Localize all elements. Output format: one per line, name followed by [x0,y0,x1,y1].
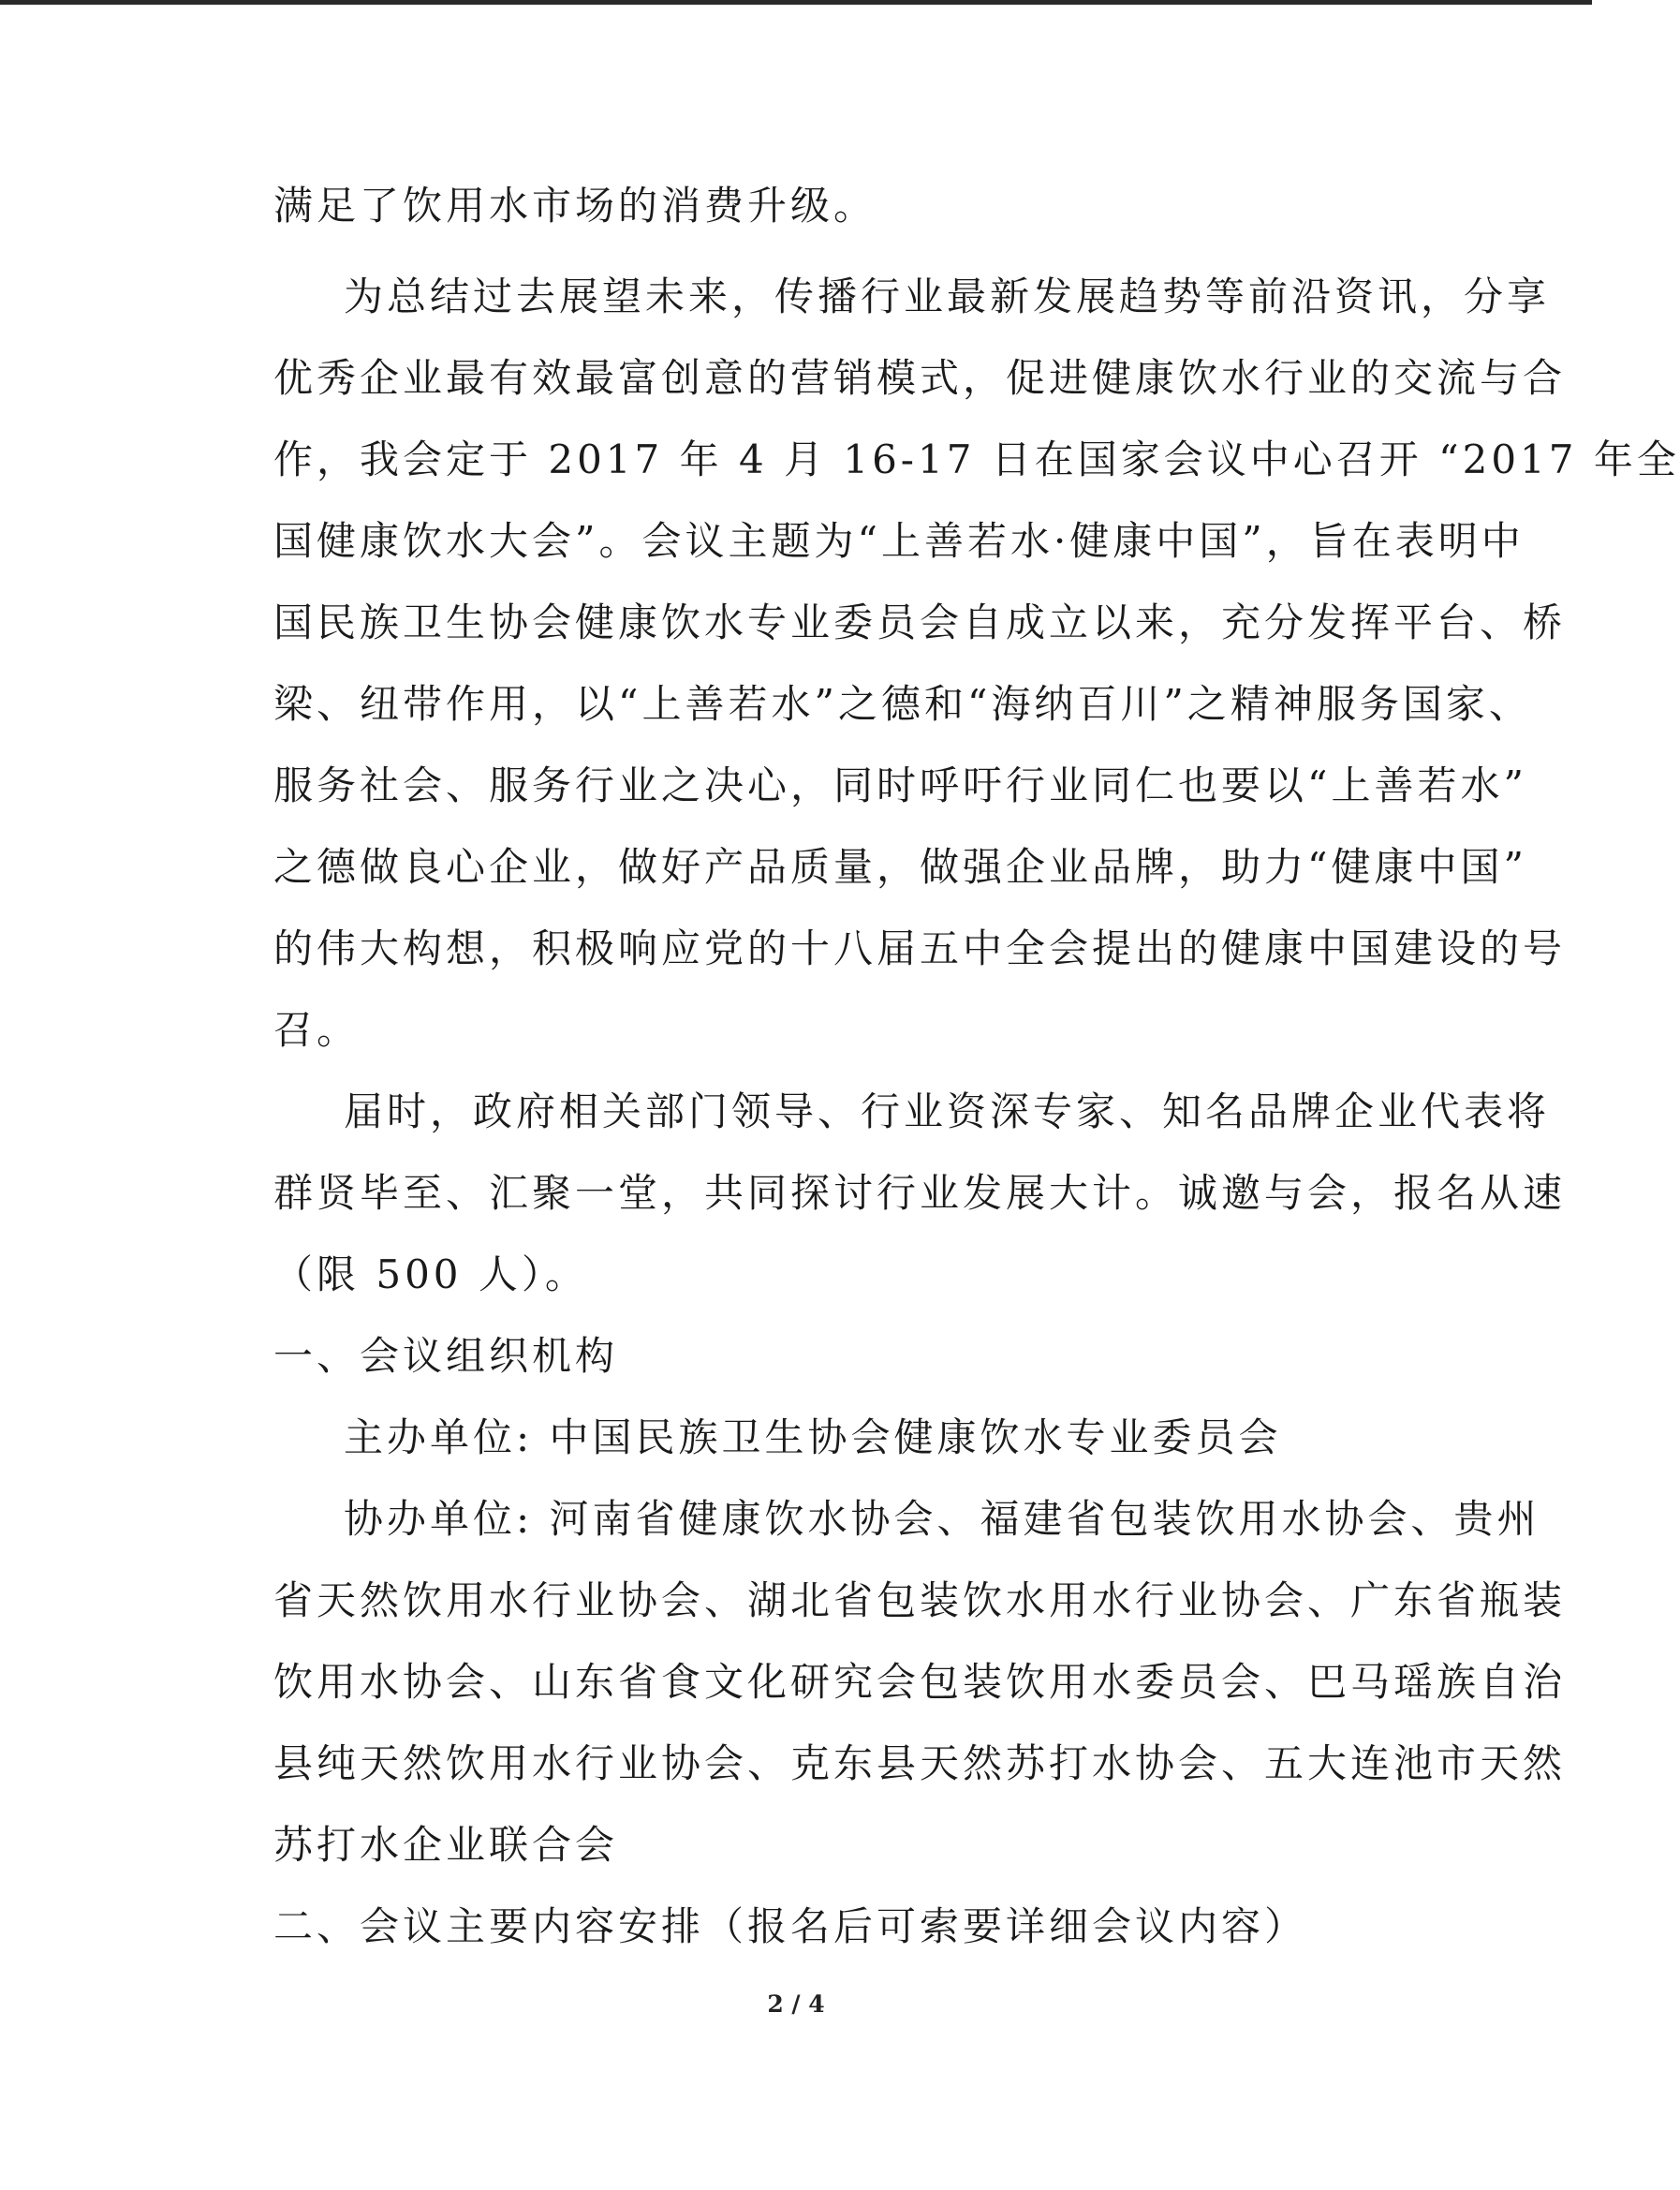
text-line: 群贤毕至、汇聚一堂，共同探讨行业发展大计。诚邀与会，报名从速 [273,1170,1567,1216]
text-line: 县纯天然饮用水行业协会、克东县天然苏打水协会、五大连池市天然 [273,1740,1567,1786]
text-line: 国民族卫生协会健康饮水专业委员会自成立以来，充分发挥平台、桥 [273,599,1567,645]
text-line: 召。 [273,1007,361,1053]
text-line: （限 500 人）。 [273,1251,588,1297]
text-line: 满足了饮用水市场的消费升级。 [273,183,877,229]
page-number: 2 / 4 [767,1990,825,2018]
text-line: 服务社会、服务行业之决心，同时呼吁行业同仁也要以“上善若水” [273,762,1527,808]
text-line: 届时，政府相关部门领导、行业资深专家、知名品牌企业代表将 [344,1088,1551,1134]
text-line: 协办单位: 河南省健康饮水协会、福建省包装饮用水协会、贵州 [344,1496,1540,1542]
section-heading: 一、会议组织机构 [273,1333,619,1379]
text-line: 之德做良心企业，做好产品质量，做强企业品牌，助力“健康中国” [273,844,1527,890]
text-line: 国健康饮水大会”。会议主题为“上善若水·健康中国”，旨在表明中 [273,518,1525,564]
section-heading: 二、会议主要内容安排（报名后可索要详细会议内容） [273,1903,1308,1949]
text-line: 饮用水协会、山东省食文化研究会包装饮用水委员会、巴马瑶族自治 [273,1659,1567,1705]
text-line: 的伟大构想，积极响应党的十八届五中全会提出的健康中国建设的号 [273,925,1567,971]
text-line: 为总结过去展望未来，传播行业最新发展趋势等前沿资讯，分享 [344,274,1551,319]
text-line: 梁、纽带作用，以“上善若水”之德和“海纳百川”之精神服务国家、 [273,681,1532,727]
text-line: 作，我会定于 2017 年 4 月 16-17 日在国家会议中心召开 “2017 年全 [273,437,1680,482]
text-line: 苏打水企业联合会 [273,1822,619,1868]
text-line: 主办单位: 中国民族卫生协会健康饮水专业委员会 [344,1414,1282,1460]
text-line: 优秀企业最有效最富创意的营销模式，促进健康饮水行业的交流与合 [273,355,1567,401]
scan-top-edge [0,0,1592,5]
text-line: 省天然饮用水行业协会、湖北省包装饮水用水行业协会、广东省瓶装 [273,1577,1567,1623]
